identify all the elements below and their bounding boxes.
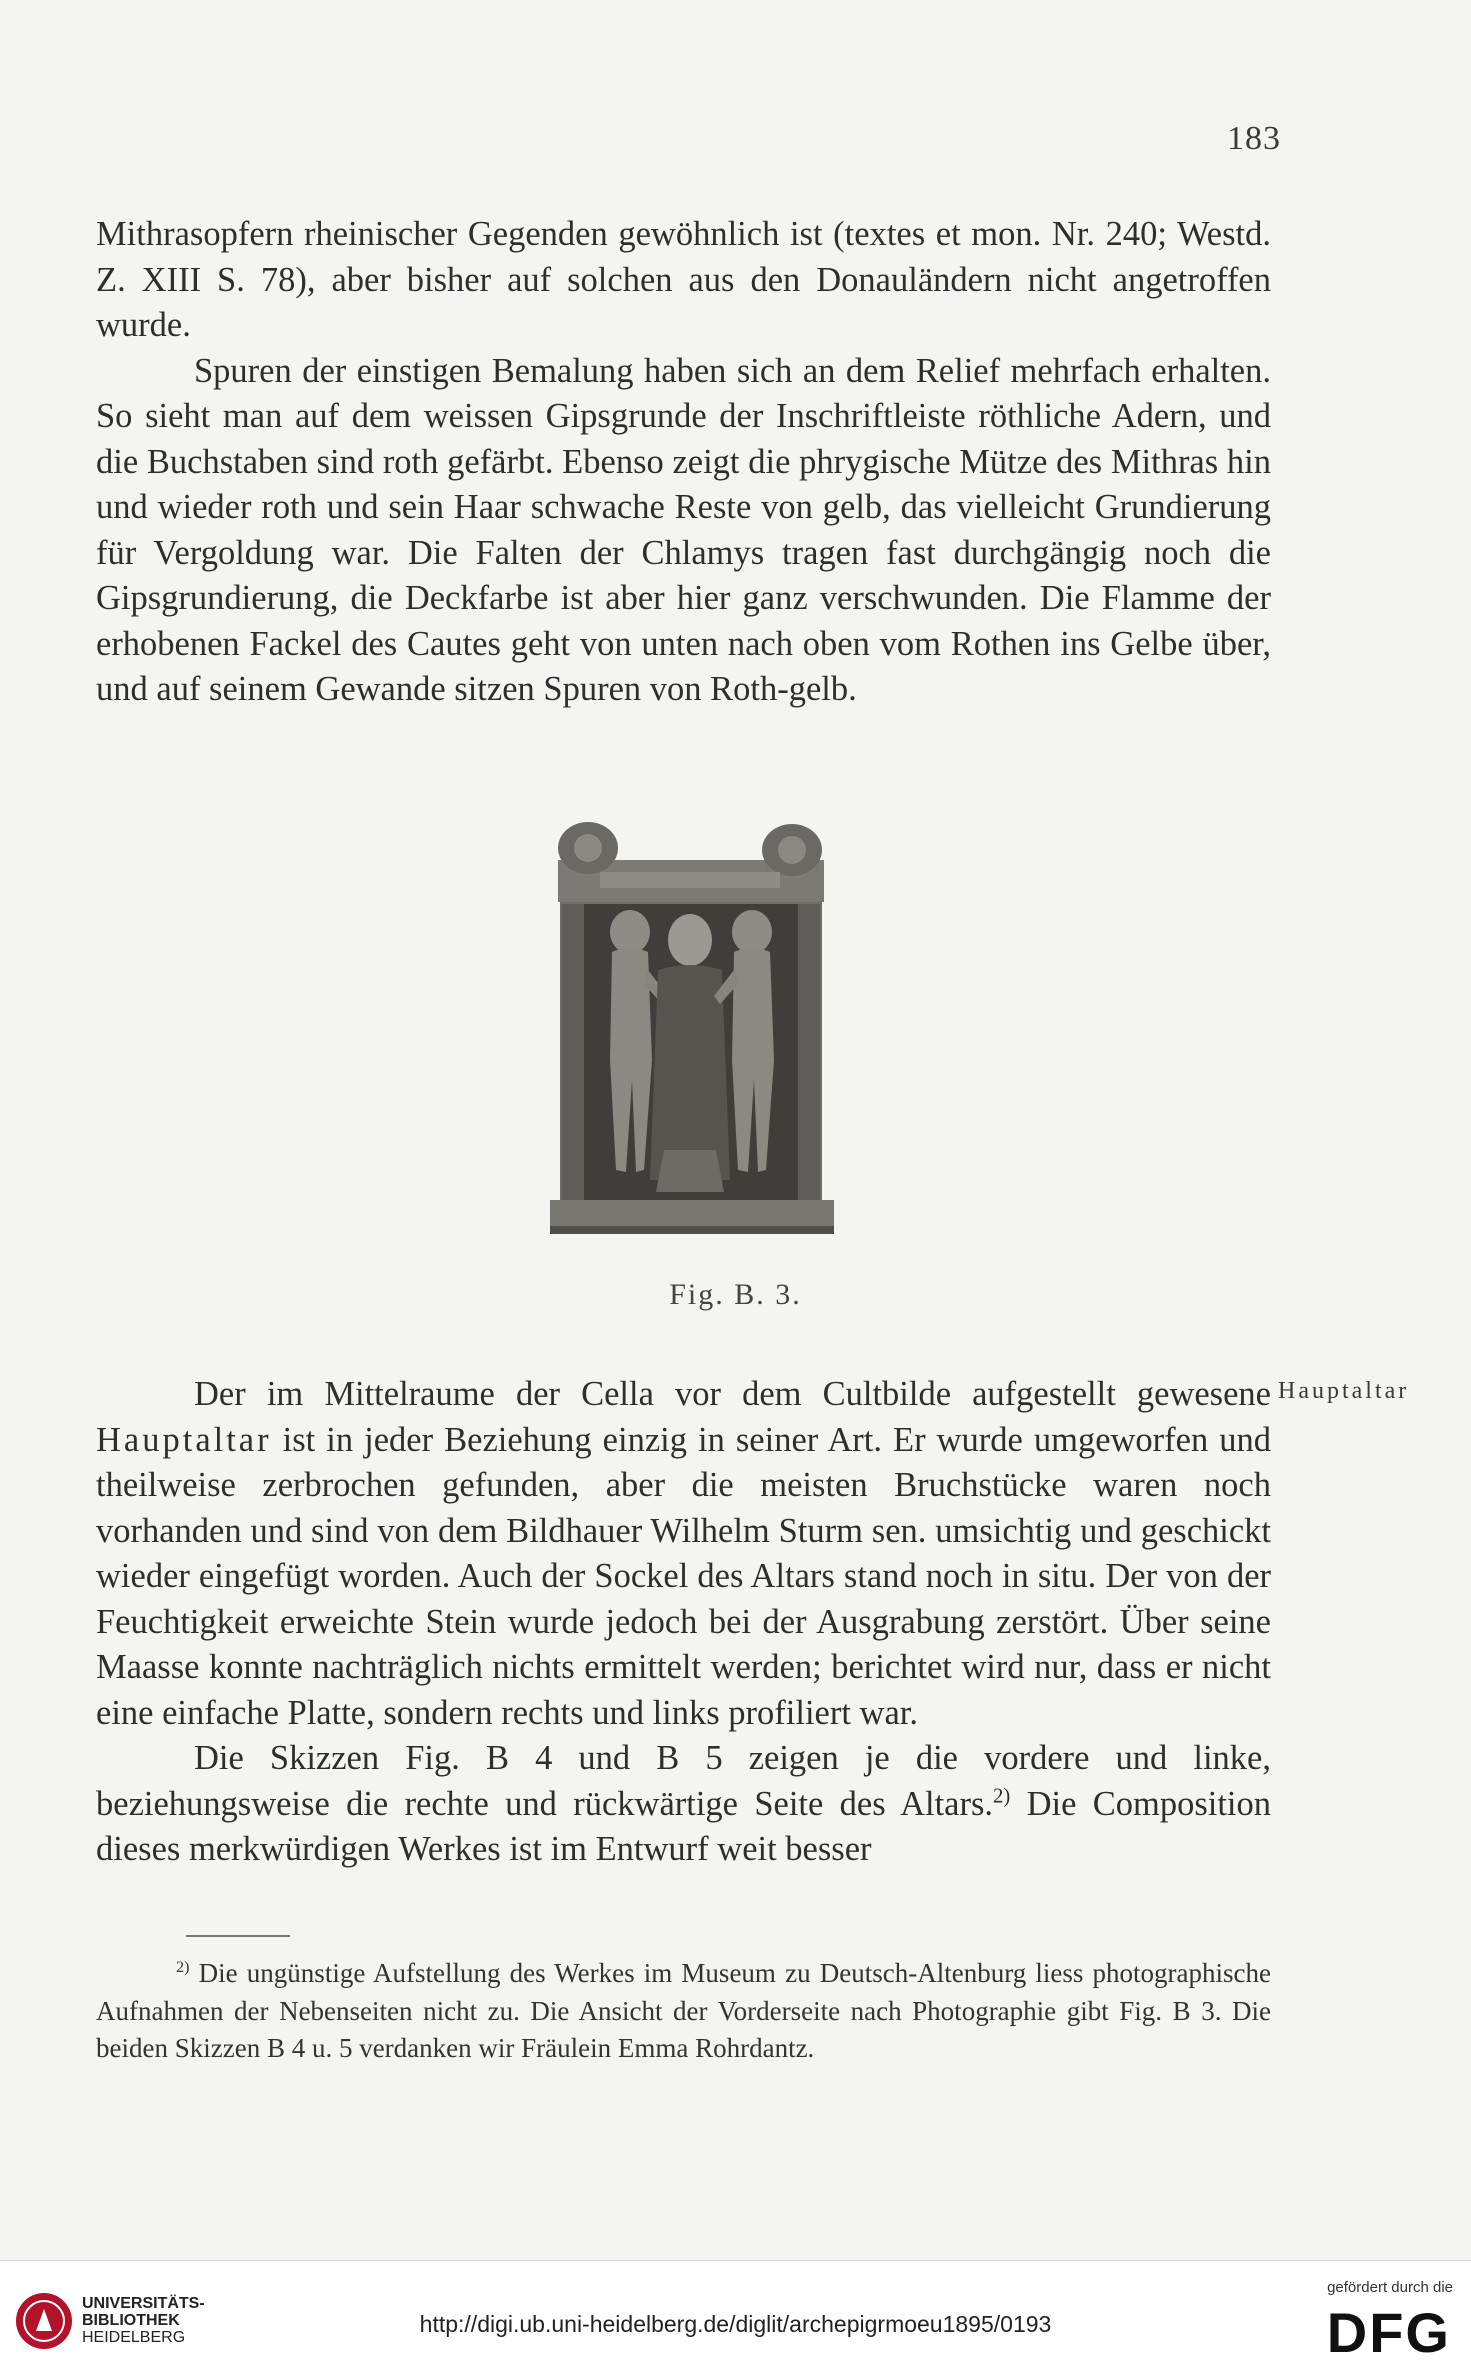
library-line: UNIVERSITÄTS-	[82, 2295, 205, 2312]
mithras-relief-image	[540, 820, 840, 1240]
footnote-text	[96, 1955, 1271, 2068]
text-segment: Der im Mittelraume der Cella vor dem Cultbilde aufgestellt gewesene	[194, 1375, 1271, 1413]
permalink-url[interactable]: http://digi.ub.uni-heidelberg.de/diglit/archepigrmoeu1895/0193	[419, 2311, 1052, 2337]
spaced-term-hauptaltar: Hauptaltar	[96, 1420, 272, 1459]
library-line: HEIDELBERG	[82, 2329, 186, 2346]
text-segment: Die Skizzen Fig. B 4 und B 5 zeigen je die vordere und linke, beziehungsweise die rechte und rückwärtige Seite des Altars.	[96, 1739, 1271, 1823]
paragraph-main-altar	[96, 1372, 1271, 1736]
footnote-divider	[186, 1935, 290, 1937]
dfg-logo: DFG	[1326, 2301, 1451, 2364]
footnote-marker: 2)	[176, 1958, 190, 1976]
text-segment: ist in jeder Beziehung einzig in seiner Art. Er wurde umgeworfen und theilweise zerbrochen gefunden, aber die meisten Bruchstücke waren noch vorhanden und sind von dem Bildhauer Wilhelm Sturm sen. umsichtig und geschickt wieder eingefügt worden. Auch der Sockel des Altars stand noch in situ. Der von der Feuchtigkeit erweichte Stein wurde jedoch bei der Ausgrabung zerstört. Über seine Maasse konnte nachträglich nichts ermittelt werden; berichtet wird nur, dass er nicht eine einfache Platte, sondern rechts und links profiliert war.	[96, 1420, 1271, 1732]
footnote-reference: 2)	[993, 1785, 1011, 1807]
paragraph-painting-traces: Spuren der einstigen Bemalung haben sich an dem Relief mehrfach erhalten. So sieht man auf dem weissen Gipsgrunde der Inschriftleiste röthliche Adern, und die Buchstaben sind roth gefärbt. Ebenso zeigt die phrygische Mütze des Mithras hin und wieder roth und sein Haar schwache Reste von gelb, das vielleicht Grundierung für Vergoldung war. Die Falten der Chlamys tragen fast durchgängig noch die Gipsgrundierung, die Deckfarbe ist aber hier ganz verschwunden. Die Flamme der erhobenen Fackel des Cautes geht von unten nach oben vom Rothen ins Gelbe über, und auf seinem Gewande sitzen Spuren von Roth-gelb.	[96, 351, 1271, 708]
paragraph-continuation: Mithrasopfern rheinischer Gegenden gewöhnlich ist (textes et mon. Nr. 240; Westd. Z. XIII S. 78), aber bisher auf solchen aus den Donauländern nicht angetroffen wurde.	[96, 215, 1271, 344]
footnote	[96, 1955, 1271, 2068]
footer-bar	[0, 2260, 1471, 2373]
upper-text-block	[96, 212, 1271, 713]
margin-note: Hauptaltar	[1278, 1378, 1410, 1404]
library-line: BIBLIOTHEK	[82, 2312, 180, 2329]
figure-caption: Fig. B. 3.	[669, 1278, 802, 1311]
page-number: 183	[1227, 120, 1281, 157]
lower-text-block	[96, 1372, 1271, 1873]
funding-note: gefördert durch die	[1327, 2279, 1453, 2296]
relief-photograph	[540, 820, 840, 1240]
footnote-body: Die ungünstige Aufstellung des Werkes im Museum zu Deutsch-Altenburg liess photographische Aufnahmen der Nebenseiten nicht zu. Die Ansicht der Vorderseite nach Photographie gibt Fig. B 3. Die beiden Skizzen B 4 u. 5 verdanken wir Fräulein Emma Rohrdantz.	[96, 1958, 1271, 2063]
text-segment: Die Composition dieses merkwürdigen Werkes ist im Entwurf weit besser	[96, 1784, 1272, 1868]
paragraph-sketches	[96, 1736, 1271, 1873]
